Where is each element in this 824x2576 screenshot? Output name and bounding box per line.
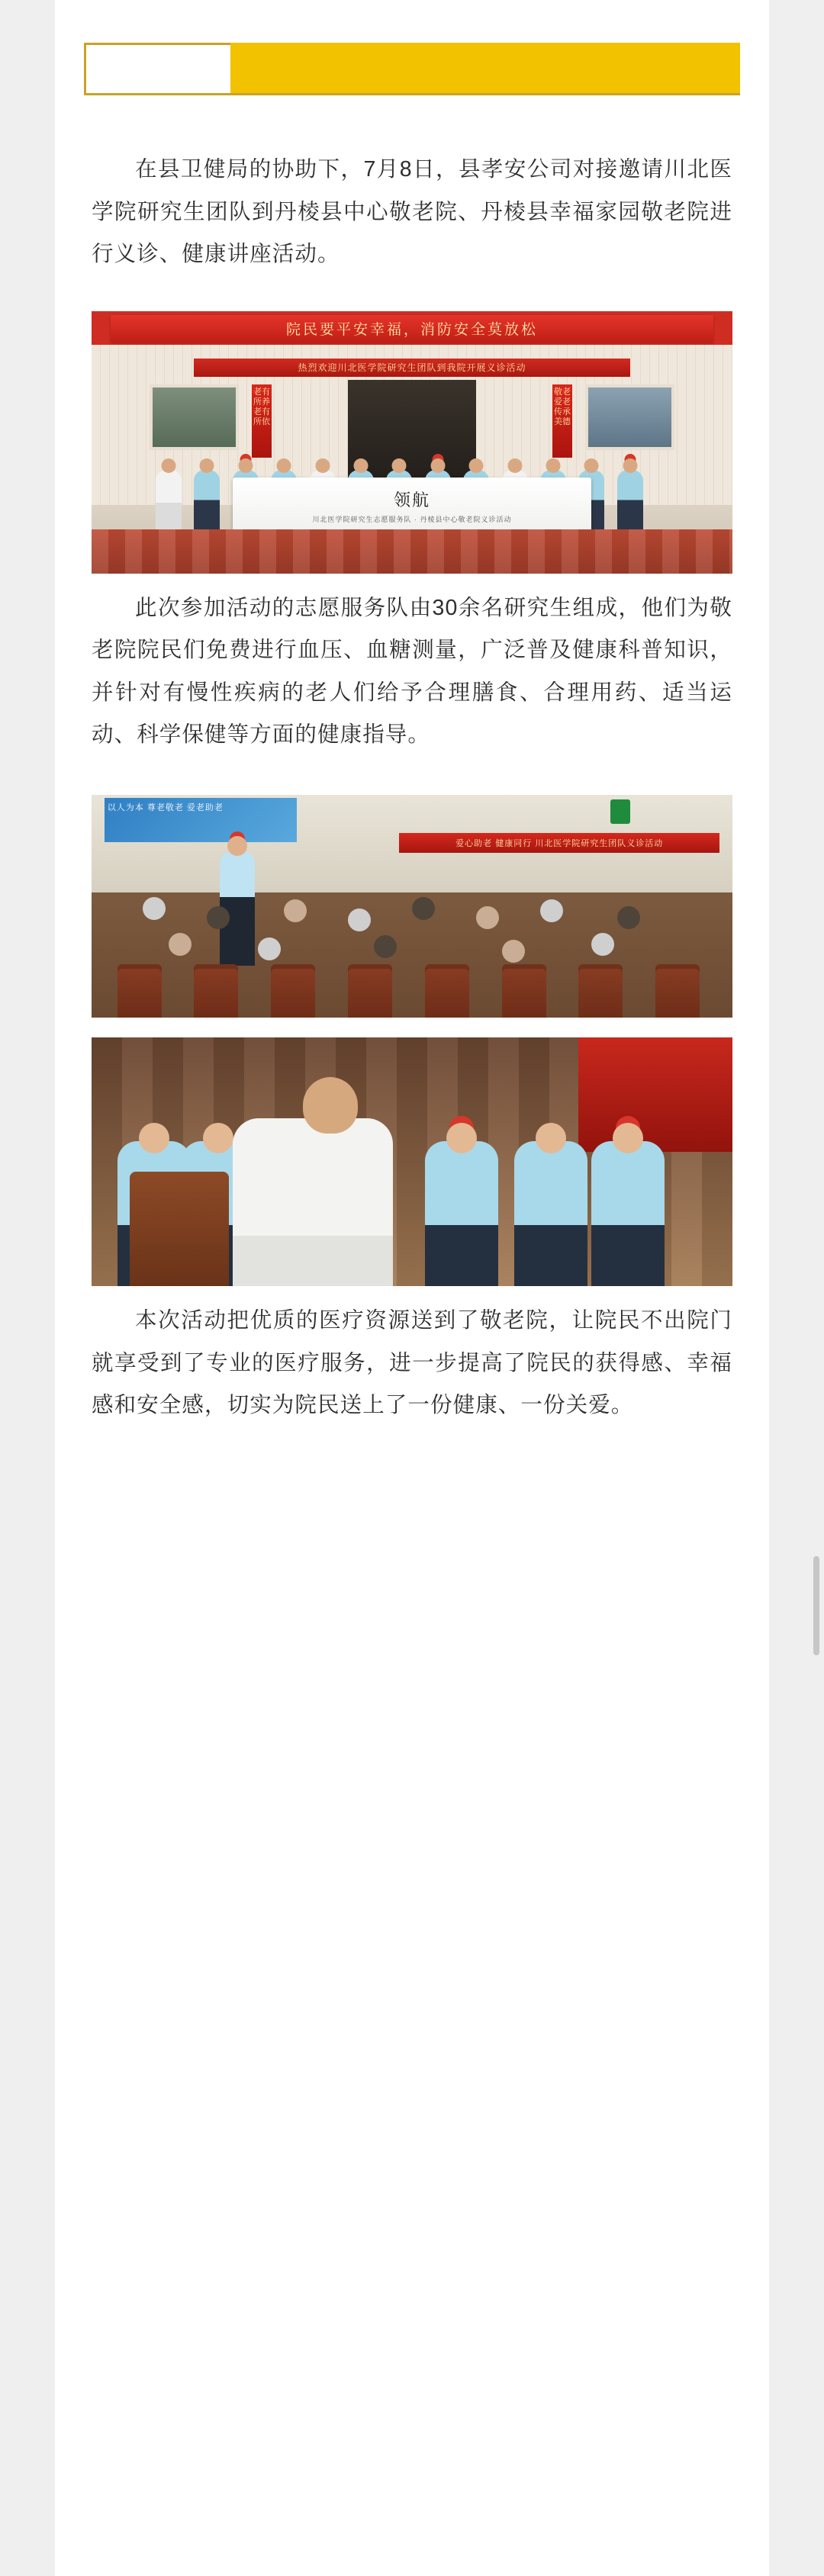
paragraph-2: 此次参加活动的志愿服务队由30余名研究生组成，他们为敬老院院民们免费进行血压、血糖测量，广泛普及健康科普知识，并针对有慢性疾病的老人们给予合理膳食、合理用药、适当运动、科学保健等方面的健康指导。 bbox=[92, 595, 732, 748]
right-margin-rail bbox=[768, 0, 824, 2576]
photo-blood-pressure-measurement bbox=[92, 1037, 732, 1286]
left-margin-rail bbox=[0, 0, 56, 2576]
vertical-scrollbar[interactable] bbox=[813, 1556, 819, 1655]
paragraph-3: 本次活动把优质的医疗资源送到了敬老院，让院民不出院门就享受到了专业的医疗服务，进一步提高了院民的获得感、幸福感和安全感，切实为院民送上了一份健康、一份关爱。 bbox=[92, 1307, 732, 1418]
header-spacer bbox=[55, 95, 769, 121]
photo1-window-right bbox=[585, 384, 674, 450]
photo1-vertical-banner-left: 老有所养 老有所依 bbox=[252, 384, 272, 458]
photo1-white-banner-title: 领航 bbox=[393, 490, 430, 510]
photo1-vertical-banner-right: 敬老爱老 传承美德 bbox=[552, 384, 572, 458]
photo1-window-left bbox=[150, 384, 239, 450]
figure-blood-pressure-photo bbox=[92, 1037, 732, 1286]
photo2-wall-poster: 以人为本 尊老敬老 爱老助老 bbox=[105, 798, 297, 842]
photo-health-lecture-audience bbox=[92, 795, 732, 1018]
figure-lecture-photo bbox=[92, 795, 732, 1018]
header-gold-block bbox=[230, 43, 740, 93]
photo1-mid-banner-text: 热烈欢迎川北医学院研究生团队到我院开展义诊活动 bbox=[194, 359, 629, 377]
photo1-top-banner-text: 院民要平安幸福，消防安全莫放松 bbox=[111, 315, 713, 343]
photo2-exit-sign bbox=[610, 799, 630, 824]
paragraph-1: 在县卫健局的协助下，7月8日，县孝安公司对接邀请川北医学院研究生团队到丹棱县中心敬老院、丹棱县幸福家园敬老院进行义诊、健康讲座活动。 bbox=[92, 157, 732, 267]
header-white-block bbox=[84, 43, 230, 93]
photo-group-outside-nursing-home bbox=[92, 311, 732, 574]
photo1-white-banner-subtitle: 川北医学院研究生志愿服务队 · 丹棱县中心敬老院义诊活动 bbox=[312, 515, 512, 523]
article-content bbox=[55, 0, 769, 2576]
photo1-white-banner bbox=[233, 478, 591, 534]
photo3-elderly-resident bbox=[233, 1118, 393, 1286]
photo2-banner: 爱心助老 健康同行 川北医学院研究生团队义诊活动 bbox=[399, 833, 719, 853]
photo1-ground bbox=[92, 529, 732, 574]
figure-group-photo bbox=[92, 311, 732, 574]
header-band bbox=[84, 43, 740, 95]
bottom-spacer bbox=[55, 1427, 769, 1519]
photo3-red-drape bbox=[578, 1037, 732, 1152]
photo3-chair bbox=[130, 1172, 229, 1286]
